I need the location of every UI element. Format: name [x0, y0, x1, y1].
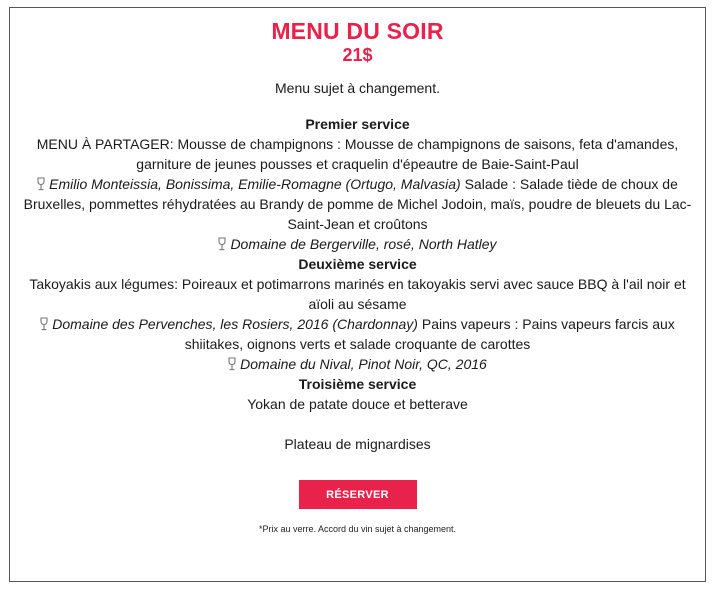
first-service-dish-2: Salade : Salade tiède de choux de Bruxelles, pommettes réhydratées au Brandy de pomme de Michel Jodoin, maïs, poudre de bleuets du Lac-Saint-Jean et croûtons	[23, 176, 692, 232]
second-service-wine-2: Domaine du Nival, Pinot Noir, QC, 2016	[240, 356, 487, 372]
reserve-button[interactable]: RÉSERVER	[299, 480, 417, 509]
menu-title: MENU DU SOIR	[271, 18, 444, 44]
second-service-wine-1: Domaine des Pervenches, les Rosiers, 2016 (Chardonnay)	[52, 316, 418, 332]
menu-card	[9, 7, 706, 582]
second-service-title: Deuxième service	[298, 256, 417, 272]
second-service-dish-1: Takoyakis aux légumes: Poireaux et potimarrons marinés en takoyakis servi avec sauce BBQ à l'ail noir et aïoli au sésame	[29, 276, 686, 312]
first-service-dish-1: MENU À PARTAGER: Mousse de champignons : Mousse de champignons de saisons, feta d'amandes, garniture de jeunes pousses et craquelin d'épeautre de Baie-Saint-Paul	[36, 136, 679, 172]
menu-change-note: Menu sujet à changement.	[275, 80, 440, 96]
menu-price: 21$	[342, 45, 373, 65]
menu-body	[10, 114, 705, 454]
first-service-wine-1: Emilio Monteissia, Bonissima, Emilie-Romagne (Ortugo, Malvasia)	[49, 176, 461, 192]
wine-footnote: *Prix au verre. Accord du vin sujet à changement.	[258, 524, 457, 534]
wine-glass-icon	[218, 237, 226, 251]
second-service-dish-2: Pains vapeurs : Pains vapeurs farcis aux shiitakes, oignons verts et salade croquante de carottes	[184, 316, 675, 352]
wine-glass-icon	[37, 177, 45, 191]
second-service-content	[16, 274, 699, 374]
third-service-title: Troisième service	[298, 376, 417, 392]
spacer	[16, 414, 699, 434]
wine-glass-icon	[228, 357, 236, 371]
wine-glass-icon	[40, 317, 48, 331]
third-service-dish-1: Yokan de patate douce et betterave	[247, 396, 468, 412]
first-service-wine-2: Domaine de Bergerville, rosé, North Hatley	[230, 236, 497, 252]
first-service-title: Premier service	[305, 116, 410, 132]
mignardises-item: Plateau de mignardises	[284, 436, 431, 452]
first-service-content	[16, 134, 699, 254]
